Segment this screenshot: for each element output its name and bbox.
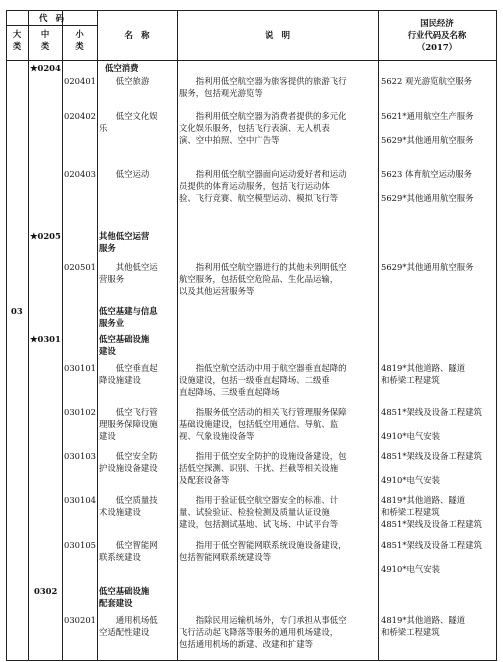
economic-industry-code: 5623 体育航空运动服务 5629*其他通用航空服务 bbox=[381, 169, 474, 204]
small-class-code: 020403 bbox=[64, 169, 96, 179]
economic-industry-code: 5622 观光游览航空服务 bbox=[381, 76, 472, 86]
category-name: 低空智能网 联系统建设 bbox=[99, 540, 158, 563]
small-class-code: 030102 bbox=[64, 407, 96, 417]
category-name: 低空飞行管 理服务保障设施 建设 bbox=[99, 407, 158, 442]
category-description: 指用于低空安全防护的设施设备建设，包 括低空探测、识别、干扰、拦截等相关设施 及配套设备等 bbox=[179, 451, 347, 486]
small-class-code: 020402 bbox=[64, 111, 96, 121]
header-economic-code: 国民经济 行业代码及名称 （2017） bbox=[407, 18, 467, 53]
mid-class-code: ★0204 bbox=[30, 63, 61, 73]
economic-industry-code: 5629*其他通用航空服务 bbox=[381, 262, 474, 272]
category-name: 低空垂直起 降设施建设 bbox=[99, 363, 158, 386]
economic-industry-code: 4851*架线及设备工程建筑 4910*电气安装 bbox=[381, 451, 482, 486]
category-description: 指利用低空航空器进行的其他未列明低空 航空服务，包括低空危险品、生化品运输， 以及其他运营服务等 bbox=[179, 262, 347, 297]
category-name: 低空基础设施 配套建设 bbox=[99, 586, 150, 609]
category-name: 低空安全防 护设施设备建设 bbox=[99, 451, 158, 474]
column-divider bbox=[97, 10, 98, 660]
category-description: 指用于验证低空航空器安全的标准、计 量、试验验证、检验检测及质量认证设施 建设，包括测试基地、试飞场、中试平台等 bbox=[179, 495, 339, 530]
small-class-code: 030101 bbox=[64, 363, 96, 373]
economic-industry-code: 5621*通用航空生产服务 5629*其他通用航空服务 bbox=[381, 111, 474, 146]
category-name: 低空基础设施 建设 bbox=[99, 334, 150, 357]
column-divider bbox=[177, 10, 178, 660]
header-name: 名 称 bbox=[124, 30, 150, 40]
table-border-right bbox=[496, 10, 497, 660]
mid-class-code: 0302 bbox=[34, 586, 58, 596]
economic-industry-code: 4851*架线及设备工程建筑 4910*电气安装 bbox=[381, 540, 482, 575]
column-divider bbox=[28, 10, 29, 660]
category-name: 低空质量技 术设施建设 bbox=[99, 495, 158, 518]
mid-class-code: ★0301 bbox=[30, 334, 61, 344]
category-description: 指利用低空航空器为旅客提供的旅游飞行 服务，包括观光游览等 bbox=[179, 76, 347, 99]
table-border-top bbox=[6, 10, 497, 11]
category-description: 指利用低空航空器面向运动爱好者和运动 员提供的体育运动服务，包括飞行运动体 验、飞行竞赛、航空模型运动、模拟飞行等 bbox=[179, 169, 347, 204]
category-name: 其他低空运 营服务 bbox=[99, 262, 158, 285]
small-class-code: 030104 bbox=[64, 495, 96, 505]
category-description: 指服务低空活动的相关飞行管理服务保障 基础设施建设，包括低空用通信、导航、监 视、气象设施设备等 bbox=[179, 407, 347, 442]
category-description: 指用于低空智能网联系统设施设备建设， 包括智能网联系统建设等 bbox=[179, 540, 347, 563]
header-mid-class: 中 类 bbox=[40, 29, 50, 52]
category-name: 低空旅游 bbox=[99, 76, 150, 86]
category-description: 指利用低空航空器为消费者提供的多元化 文化娱乐服务，包括飞行表演、无人机表 演、空中拍照、空中广告等 bbox=[179, 111, 347, 146]
column-divider bbox=[378, 10, 379, 660]
small-class-code: 030103 bbox=[64, 451, 96, 461]
major-class-code: 03 bbox=[11, 306, 23, 316]
header-code-group: 代 码 bbox=[38, 13, 65, 23]
economic-industry-code: 4851*架线及设备工程建筑 4910*电气安装 bbox=[381, 407, 482, 442]
category-name: 低空运动 bbox=[99, 169, 150, 179]
header-bottom-rule bbox=[6, 60, 497, 61]
small-class-code: 020501 bbox=[64, 262, 96, 272]
header-subdivider bbox=[6, 25, 97, 26]
small-class-code: 030105 bbox=[64, 540, 96, 550]
category-name: 低空文化娱 乐 bbox=[99, 111, 158, 134]
column-divider bbox=[62, 10, 63, 660]
category-description: 指低空航空活动中用于航空器垂直起降的 设施建设，包括一级垂直起降场、二级垂 直起降场、三级垂直起降场 bbox=[179, 363, 347, 398]
table-border-left bbox=[6, 10, 7, 660]
category-name: 低空基建与信息 服务业 bbox=[99, 306, 158, 329]
header-description: 说 明 bbox=[264, 30, 291, 40]
category-name: 低空消费 bbox=[105, 63, 139, 73]
small-class-code: 030201 bbox=[64, 615, 96, 625]
category-name: 通用机场低 空适配性建设 bbox=[99, 615, 158, 638]
mid-class-code: ★0205 bbox=[30, 231, 61, 241]
category-description: 指除民用运输机场外，专门承担从事低空 飞行活动起飞降落等服务的通用机场建设， 包括通用机场的新建、改建和扩建等 bbox=[179, 615, 347, 650]
category-name: 其他低空运营 服务 bbox=[99, 231, 150, 254]
economic-industry-code: 4819*其他道路、隧道 和桥梁工程建筑 bbox=[381, 615, 466, 638]
table-border-bottom bbox=[6, 660, 497, 661]
small-class-code: 020401 bbox=[64, 76, 96, 86]
economic-industry-code: 4819*其他道路、隧道 和桥梁工程建筑 bbox=[381, 363, 466, 386]
header-major-class: 大 类 bbox=[12, 29, 22, 52]
economic-industry-code: 4819*其他道路、隧道 和桥梁工程建筑 4851*架线及设备工程建筑 bbox=[381, 495, 482, 530]
header-small-class: 小 类 bbox=[75, 29, 84, 52]
